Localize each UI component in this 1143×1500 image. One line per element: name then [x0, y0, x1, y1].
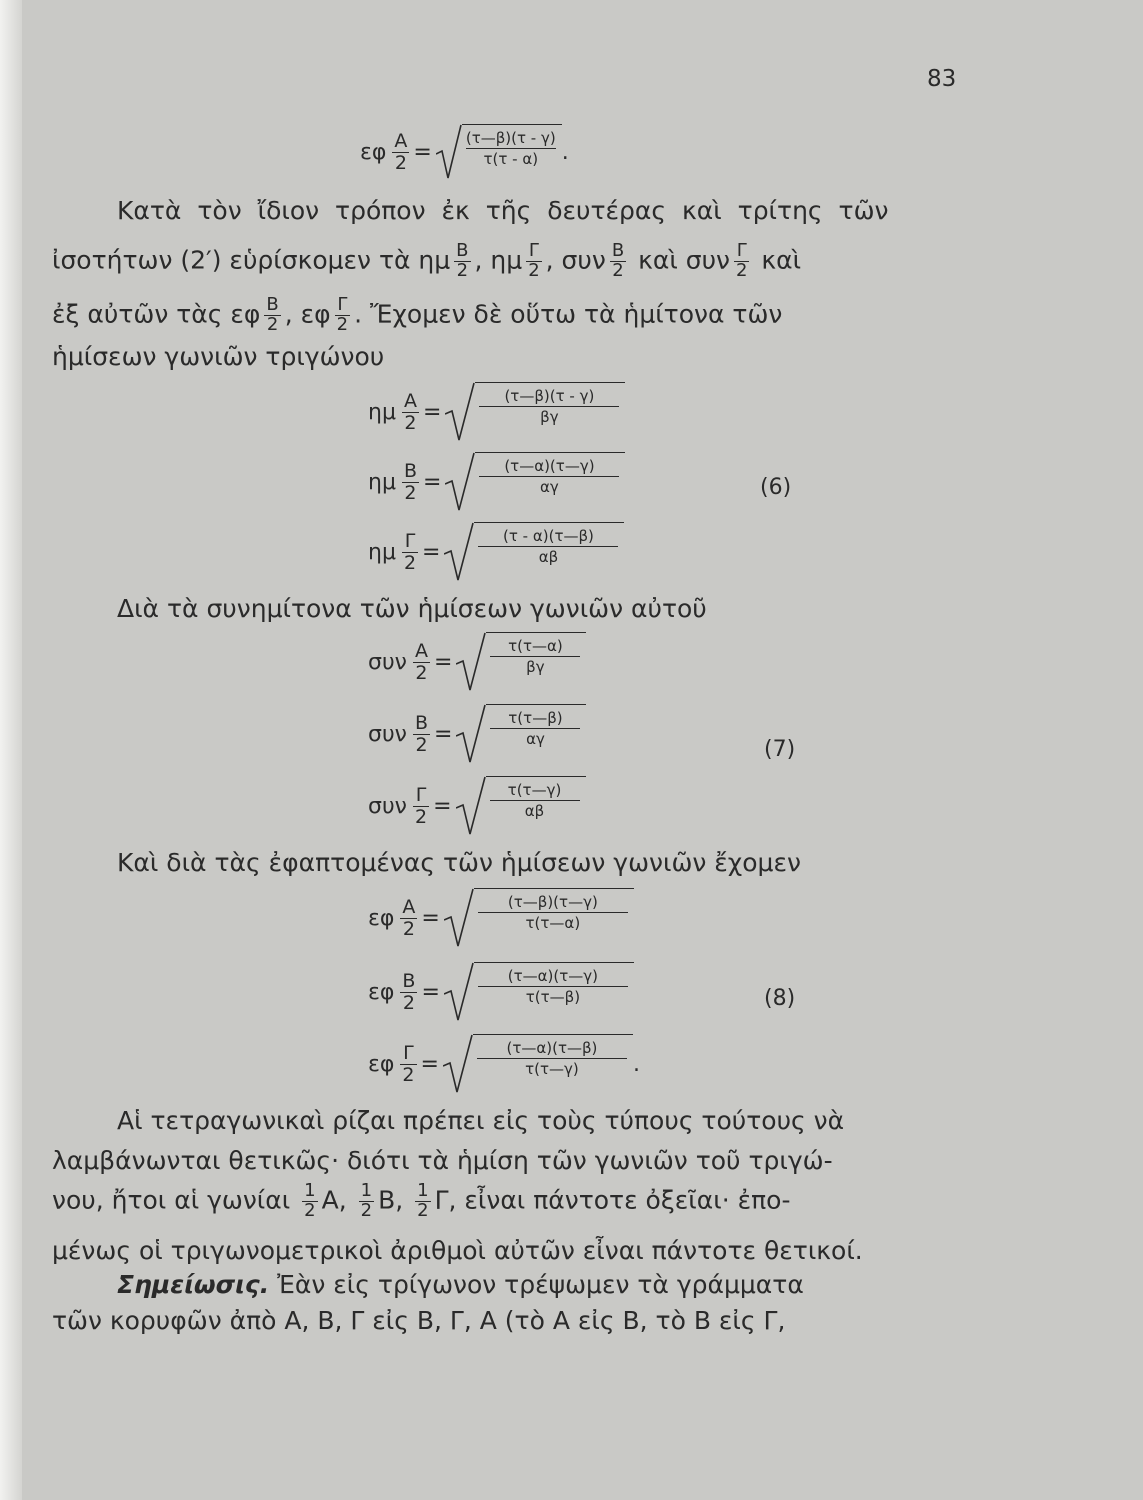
para1-line3: ἐξ αὐτῶν τὰς εφ $\frac{B}{2}$ , εφ $\frac{\Gamma}{2}$ . Ἔχομεν δὲ οὕτω τὰ ἡμίτονα τῶν — [52, 294, 783, 335]
equation-number-6: (6) — [760, 475, 792, 500]
para2-line1: Αἱ τετραγωνικαὶ ρίζαι πρέπει εἰς τοὺς τύπους τούτους νὰ — [117, 1106, 845, 1135]
formula-sin-half-b: ημ $\frac{B}{2}$ = (τ—α)(τ—γ) αγ — [368, 452, 625, 512]
fraction: $\frac{1}{2}$ — [360, 1180, 373, 1221]
function-name: εφ — [360, 139, 387, 165]
formula-cos-half-a: συν $\frac{A}{2}$ = τ(τ—α) βγ — [368, 632, 586, 692]
equals-sign: = — [413, 139, 432, 165]
fraction: $\frac{\Gamma}{2}$ — [528, 240, 540, 281]
tangent-intro-line: Καὶ διὰ τὰς ἐφαπτομένας τῶν ἡμίσεων γωνιῶν ἔχομεν — [117, 848, 801, 877]
radical-sign-icon — [456, 776, 486, 836]
half-angle: $\frac{A}{2}$ — [394, 129, 408, 174]
book-gutter — [0, 0, 22, 1500]
formula-cos-half-c: συν $\frac{\Gamma}{2}$ = τ(τ—γ) αβ — [368, 776, 586, 836]
fraction: $\frac{\Gamma}{2}$ — [336, 294, 349, 335]
equation-number-8: (8) — [764, 986, 796, 1011]
cosine-intro-line: Διὰ τὰ συνημίτονα τῶν ἡμίσεων γωνιῶν αὐτοῦ — [117, 594, 707, 623]
radicand-denominator: τ(τ - α) — [483, 150, 539, 169]
para3-line2: τῶν κορυφῶν ἀπὸ A, B, Γ εἰς B, Γ, A (τὸ A εἰς B, τὸ B εἰς Γ, — [52, 1306, 786, 1335]
radical-sign-icon — [456, 704, 486, 764]
radical-sign-icon — [436, 124, 462, 180]
formula-sin-half-a: ημ $\frac{A}{2}$ = (τ—β)(τ - γ) βγ — [368, 382, 625, 442]
para3-line1: Σημείωσις. Ἐὰν εἰς τρίγωνον τρέψωμεν τὰ γράμματα — [117, 1270, 804, 1299]
radical-sign-icon — [443, 1034, 473, 1094]
note-label: Σημείωσις. — [117, 1270, 270, 1299]
radical-sign-icon — [456, 632, 486, 692]
para2-line4: μένως οἱ τριγωνομετρικοὶ ἀριθμοὶ αὐτῶν εἶναι πάντοτε θετικοί. — [52, 1236, 863, 1265]
para2-line2: λαμβάνωνται θετικῶς· διότι τὰ ἡμίση τῶν γωνιῶν τοῦ τριγώ- — [52, 1146, 833, 1175]
para2-line3: νου, ἤτοι αἱ γωνίαι $\frac{1}{2}$ A, $\frac{1}{2}$ B, $\frac{1}{2}$ Γ, εἶναι πάντοτε ὀξεῖαι· ἐπο- — [52, 1180, 791, 1221]
formula-tan-half-a-top — [360, 124, 569, 180]
book-page — [22, 0, 1143, 1500]
fraction: $\frac{B}{2}$ — [611, 240, 625, 281]
equation-number-7: (7) — [764, 737, 796, 762]
fraction: $\frac{B}{2}$ — [266, 294, 279, 335]
page-number: 83 — [927, 66, 957, 92]
formula-tan-half-a: εφ $\frac{A}{2}$ = (τ—β)(τ—γ) τ(τ—α) — [368, 888, 634, 948]
radical-sign-icon — [444, 522, 474, 582]
fraction: $\frac{\Gamma}{2}$ — [736, 240, 748, 281]
period: . — [561, 139, 569, 165]
formula-cos-half-b: συν $\frac{B}{2}$ = τ(τ—β) αγ — [368, 704, 586, 764]
formula-tan-half-c: εφ $\frac{\Gamma}{2}$ = (τ—α)(τ—β) τ(τ—γ) . — [368, 1034, 640, 1094]
radical-sign-icon — [444, 962, 474, 1022]
radical-sign-icon — [445, 452, 475, 512]
para1-line2: ἰσοτήτων (2′) εὑρίσκομεν τὰ ημ $\frac{B}{2}$ , ημ $\frac{\Gamma}{2}$ , συν $\frac{B}{2}$ καὶ συν $\frac{\Gamma}{2}$ καὶ — [52, 240, 802, 281]
square-root — [436, 124, 562, 180]
para1-line4: ἡμίσεων γωνιῶν τριγώνου — [52, 342, 385, 371]
radical-sign-icon — [444, 888, 474, 948]
fraction: $\frac{1}{2}$ — [304, 1180, 316, 1221]
radical-sign-icon — [445, 382, 475, 442]
fraction: $\frac{1}{2}$ — [417, 1180, 429, 1221]
formula-tan-half-b: εφ $\frac{B}{2}$ = (τ—α)(τ—γ) τ(τ—β) — [368, 962, 634, 1022]
radicand-numerator: (τ—β)(τ - γ) — [466, 128, 556, 149]
para1-line1: Κατὰ τὸν ἴδιον τρόπον ἐκ τῆς δευτέρας καὶ τρίτης τῶν — [117, 196, 889, 225]
formula-sin-half-c: ημ $\frac{\Gamma}{2}$ = (τ - α)(τ—β) αβ — [368, 522, 624, 582]
fraction: $\frac{B}{2}$ — [456, 240, 469, 281]
